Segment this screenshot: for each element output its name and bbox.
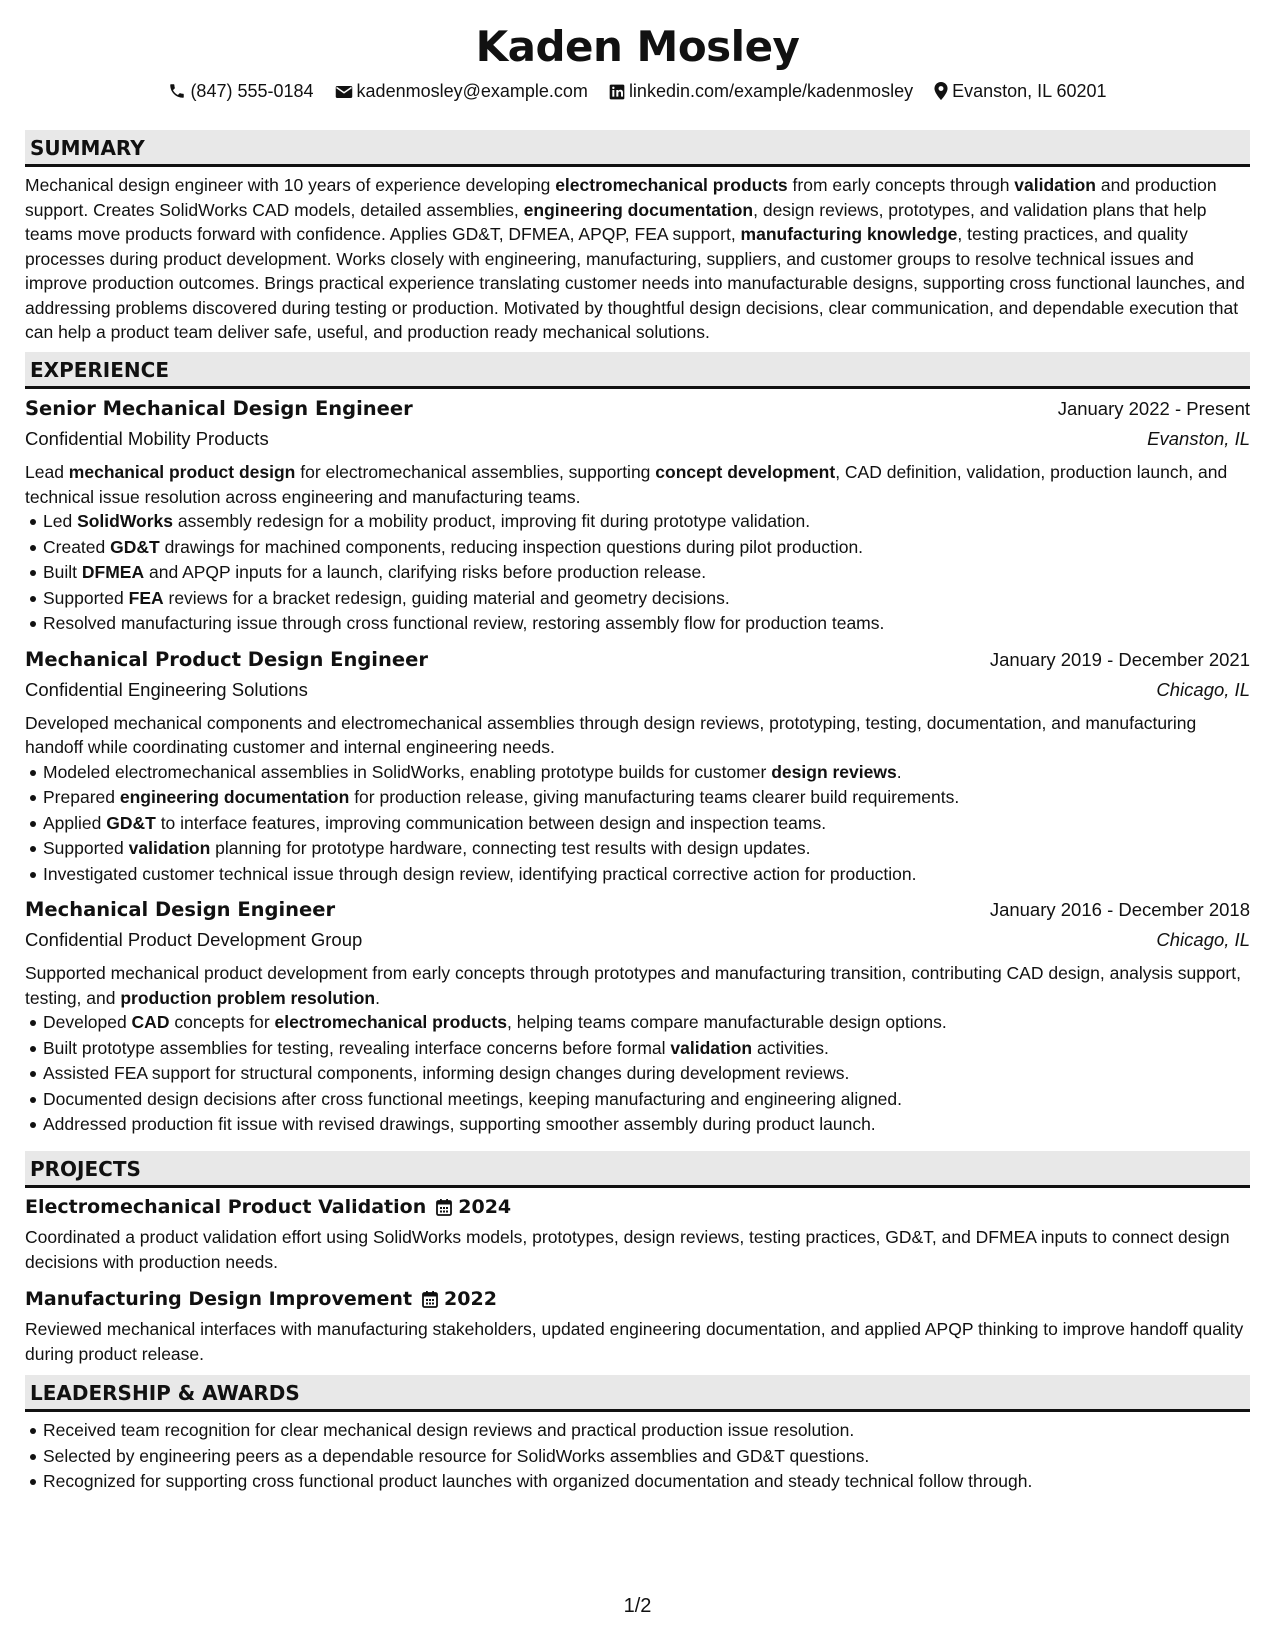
bold-keyword: GD&T — [106, 812, 156, 833]
job-entry — [25, 645, 1250, 888]
leadership-heading: LEADERSHIP & AWARDS — [25, 1375, 1250, 1412]
bold-keyword: SolidWorks — [77, 511, 174, 531]
bold-keyword: design reviews — [771, 761, 897, 782]
projects-heading: PROJECTS — [25, 1151, 1250, 1188]
bullet-item: Assisted FEA support for structural components, informing design changes during development reviews. — [43, 1061, 1250, 1087]
map-pin-icon — [934, 82, 948, 100]
bullet-item: Applied GD&T to interface features, improving communication between design and inspection teams. — [43, 811, 1250, 837]
envelope-icon — [335, 84, 353, 100]
bold-keyword: mechanical product design — [68, 462, 296, 482]
page-number: 1/2 — [623, 1595, 652, 1617]
leadership-item: Received team recognition for clear mechanical design reviews and practical production issue resolution. — [43, 1418, 1250, 1444]
candidate-name: Kaden Mosley — [475, 22, 800, 71]
bold-keyword: CAD — [131, 1012, 170, 1032]
bullet-item: Supported FEA reviews for a bracket redesign, guiding material and geometry decisions. — [43, 586, 1250, 612]
summary-section — [25, 130, 1250, 345]
job-bullets — [25, 509, 1250, 637]
job-company: Confidential Mobility Products — [25, 428, 269, 449]
contact-linkedin[interactable] — [609, 81, 913, 102]
job-location: Chicago, IL — [1156, 929, 1250, 950]
job-description: Supported mechanical product development from early concepts through prototypes and manufacturing transition, contributing CAD design, analysis support, testing, and production problem resolution. — [25, 963, 1241, 1008]
bold-keyword: concept development — [655, 462, 836, 482]
job-dates: January 2019 - December 2021 — [989, 648, 1250, 670]
job-bullets — [25, 760, 1250, 888]
bold-keyword: DFMEA — [81, 562, 145, 582]
job-company: Confidential Engineering Solutions — [25, 678, 308, 700]
job-description: Lead mechanical product design for electromechanical assemblies, supporting concept development, CAD definition, validation, production launch, and technical issue resolution across engineering and manufacturing teams. — [25, 462, 1228, 507]
bullet-item: Created GD&T drawings for machined components, reducing inspection questions during pilot production. — [43, 535, 1250, 561]
leadership-item: Selected by engineering peers as a dependable resource for SolidWorks assemblies and GD&T questions. — [43, 1444, 1250, 1470]
project-description: Coordinated a product validation effort using SolidWorks models, prototypes, design reviews, testing practices, GD&T, and DFMEA inputs to connect design decisions with production needs. — [25, 1227, 1230, 1272]
bullet-item: Investigated customer technical issue through design review, identifying practical corrective action for production. — [43, 862, 1250, 888]
linkedin-icon — [609, 84, 625, 100]
bold-keyword: validation — [128, 838, 211, 858]
calendar-icon — [422, 1287, 438, 1317]
bold-keyword: manufacturing knowledge — [740, 224, 958, 244]
job-entry — [25, 895, 1250, 1138]
bold-keyword: production problem resolution — [120, 987, 376, 1008]
project-title: Manufacturing Design Improvement — [25, 1288, 413, 1310]
contact-location — [934, 81, 1106, 102]
job-entry — [25, 394, 1250, 637]
summary-heading: SUMMARY — [25, 130, 1250, 167]
summary-text: Mechanical design engineer with 10 years of experience developing electromechanical products from early concepts through validation and production support. Creates SolidWorks CAD models, detailed assemblies, engineering documentation, design reviews, prototypes, and validation plans that help teams move products forward with confidence. Applies GD&T, DFMEA, APQP, FEA support, manufacturing knowledge, testing practices, and quality processes during product development. Works closely with engineering, manufacturing, suppliers, and customer groups to resolve technical issues and improve production outcomes. Brings practical experience translating customer needs into manufacturable designs, supporting cross functional launches, and addressing problems discovered during testing or production. Motivated by thoughtful design decisions, clear communication, and dependable execution that can help a product team deliver safe, useful, and production ready mechanical solutions. — [25, 175, 1245, 342]
bullet-item: Addressed production fit issue with revised drawings, supporting smoother assembly during product launch. — [43, 1112, 1250, 1138]
bullet-item: Developed CAD concepts for electromechanical products, helping teams compare manufacturable design options. — [43, 1010, 1250, 1036]
bullet-item: Led SolidWorks assembly redesign for a mobility product, improving fit during prototype validation. — [43, 509, 1250, 535]
job-dates: January 2016 - December 2018 — [989, 899, 1250, 920]
bold-keyword: engineering documentation — [119, 787, 350, 807]
experience-section — [25, 352, 1250, 1138]
bullet-item: Supported validation planning for prototype hardware, connecting test results with design updates. — [43, 836, 1250, 862]
project-entry — [25, 1192, 1250, 1274]
leadership-section — [25, 1375, 1250, 1495]
job-title: Mechanical Design Engineer — [25, 898, 336, 921]
job-company: Confidential Product Development Group — [25, 929, 363, 950]
project-year: 2022 — [444, 1288, 497, 1310]
contact-email[interactable] — [335, 81, 588, 102]
phone-icon — [168, 82, 186, 100]
job-description: Developed mechanical components and electromechanical assemblies through design reviews, prototyping, testing, documentation, and manufacturing handoff while coordinating customer and internal engineering needs. — [25, 712, 1197, 757]
bold-keyword: validation — [670, 1037, 753, 1058]
leadership-bullets — [25, 1418, 1250, 1495]
project-entry — [25, 1284, 1250, 1366]
bullet-item: Built DFMEA and APQP inputs for a launch, clarifying risks before production release. — [43, 560, 1250, 586]
bullet-item: Built prototype assemblies for testing, revealing interface concerns before formal validation activities. — [43, 1036, 1250, 1062]
email-text: kadenmosley@example.com — [356, 80, 588, 101]
project-title: Electromechanical Product Validation — [25, 1196, 427, 1218]
bullet-item: Resolved manufacturing issue through cross functional review, restoring assembly flow for production teams. — [43, 611, 1250, 637]
job-title: Senior Mechanical Design Engineer — [25, 397, 413, 420]
calendar-icon — [436, 1195, 452, 1225]
project-description: Reviewed mechanical interfaces with manufacturing stakeholders, updated engineering documentation, and applied APQP thinking to improve handoff quality during product release. — [25, 1319, 1244, 1364]
job-location: Evanston, IL — [1147, 428, 1250, 449]
contact-phone[interactable] — [168, 81, 313, 102]
bold-keyword: electromechanical products — [555, 175, 788, 195]
bold-keyword: validation — [1014, 175, 1096, 195]
bold-keyword: electromechanical products — [274, 1012, 507, 1032]
leadership-item: Recognized for supporting cross functional product launches with organized documentation and steady technical follow through. — [43, 1469, 1250, 1495]
projects-section — [25, 1151, 1250, 1366]
bullet-item: Documented design decisions after cross functional meetings, keeping manufacturing and engineering aligned. — [43, 1087, 1250, 1113]
bold-keyword: engineering documentation — [523, 199, 754, 220]
project-year: 2024 — [458, 1196, 512, 1218]
bold-keyword: GD&T — [110, 536, 160, 557]
location-text: Evanston, IL 60201 — [952, 80, 1107, 101]
phone-text: (847) 555-0184 — [190, 80, 314, 101]
experience-heading: EXPERIENCE — [25, 352, 1250, 389]
job-dates: January 2022 - Present — [1057, 398, 1250, 419]
bullet-item: Modeled electromechanical assemblies in SolidWorks, enabling prototype builds for customer design reviews. — [43, 760, 1250, 786]
job-title: Mechanical Product Design Engineer — [25, 647, 428, 671]
bullet-item: Prepared engineering documentation for production release, giving manufacturing teams clearer build requirements. — [43, 785, 1250, 811]
job-bullets — [25, 1010, 1250, 1138]
contact-bar — [0, 80, 1275, 102]
linkedin-text: linkedin.com/example/kadenmosley — [628, 80, 914, 101]
bold-keyword: FEA — [128, 587, 164, 608]
job-location: Chicago, IL — [1156, 678, 1250, 700]
